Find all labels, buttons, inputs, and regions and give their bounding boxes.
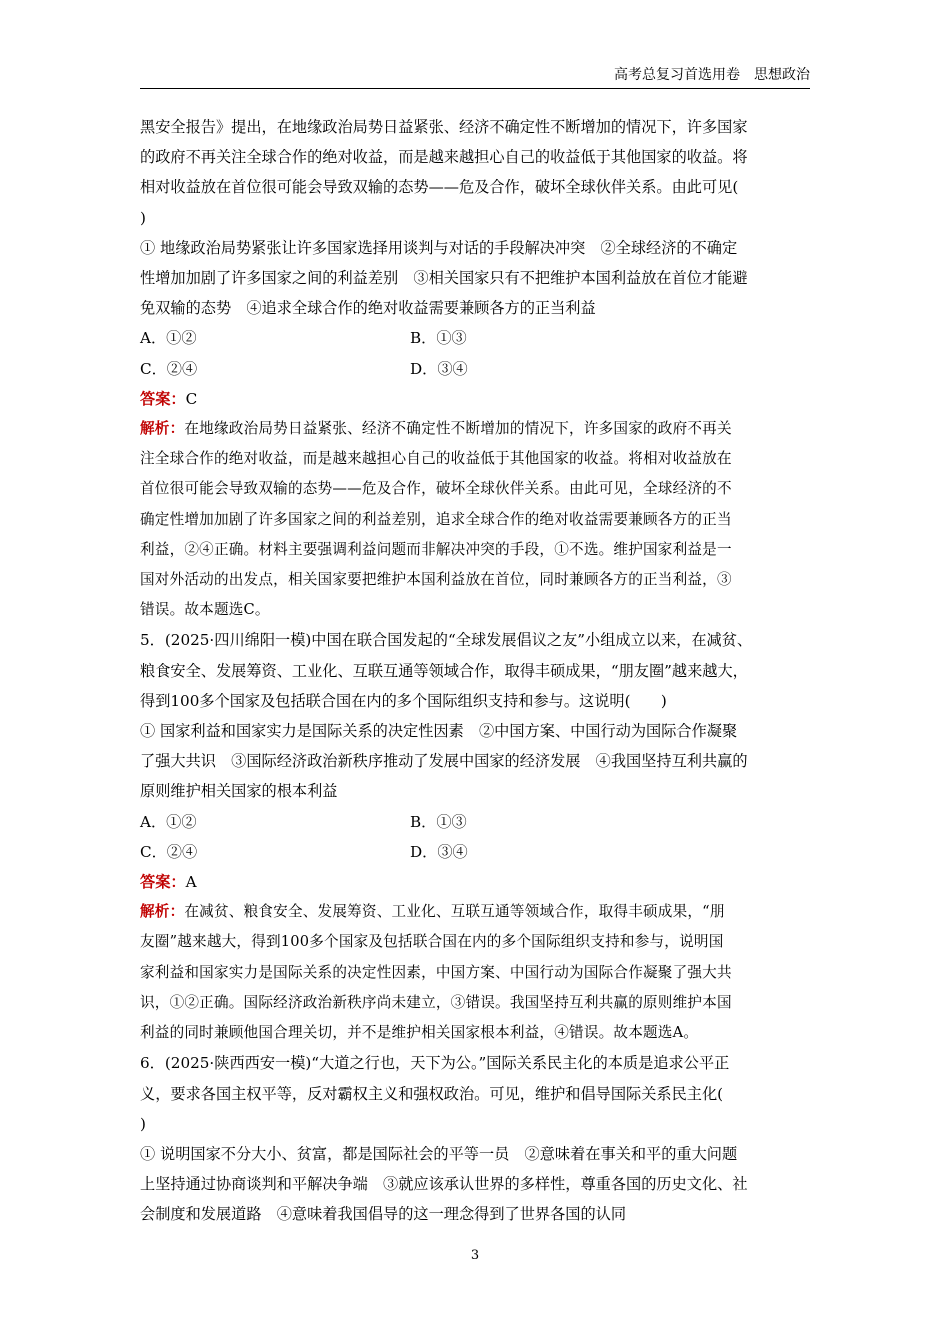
q4-stem-line: ) bbox=[140, 208, 146, 227]
analysis-line: 首位很可能会导致双输的态势——危及合作，破坏全球伙伴关系。由此可见，全球经济的不 bbox=[140, 480, 732, 498]
q5-options-row-1 bbox=[140, 807, 810, 837]
q4-statement-line: ① 地缘政治局势紧张让许多国家选择用谈判与对话的手段解决冲突 ②全球经济的不确定 bbox=[140, 238, 738, 257]
q6-stem bbox=[140, 1048, 810, 1139]
q6-statement-line: 会制度和发展道路 ④意味着我国倡导的这一理念得到了世界各国的认同 bbox=[140, 1205, 626, 1224]
analysis-line: 在减贫、粮食安全、发展筹资、工业化、互联互通等领域合作，取得丰硕成果，“朋 bbox=[184, 903, 725, 921]
analysis-line: 利益的同时兼顾他国合理关切，并不是维护相关国家根本利益，④错误。故本题选A。 bbox=[140, 1024, 699, 1042]
answer-label: 答案： bbox=[140, 873, 186, 892]
analysis-line: 友圈”越来越大，得到100多个国家及包括联合国在内的多个国际组织支持和参与，说明国 bbox=[140, 933, 724, 951]
q4-statements bbox=[140, 233, 810, 324]
q5-option-b: B．①③ bbox=[410, 812, 467, 831]
q6-statements bbox=[140, 1139, 810, 1230]
q5-stem-line: 得到100多个国家及包括联合国在内的多个国际组织支持和参与。这说明( ) bbox=[140, 691, 667, 710]
q4-statement-line: 性增加加剧了许多国家之间的利益差别 ③相关国家只有不把维护本国利益放在首位才能避 bbox=[140, 269, 748, 288]
analysis-label: 解析： bbox=[140, 420, 185, 438]
q5-statement-line: 原则维护相关国家的根本利益 bbox=[140, 782, 338, 801]
analysis-line: 家利益和国家实力是国际关系的决定性因素，中国方案、中国行动为国际合作凝聚了强大共 bbox=[140, 963, 732, 981]
q5-stem-line: 粮食安全、发展筹资、工业化、互联互通等领域合作，取得丰硕成果，“朋友圈”越来越大， bbox=[140, 661, 748, 680]
analysis-line: 在地缘政治局势日益紧张、经济不确定性不断增加的情况下，许多国家的政府不再关 bbox=[184, 420, 732, 438]
header-divider bbox=[140, 88, 810, 89]
q5-statement-line: ① 国家利益和国家实力是国际关系的决定性因素 ②中国方案、中国行动为国际合作凝聚 bbox=[140, 722, 738, 741]
q4-option-c: C．②④ bbox=[140, 359, 198, 378]
q5-analysis bbox=[140, 897, 810, 1048]
q5-stem bbox=[140, 625, 810, 716]
q5-option-a: A．①② bbox=[140, 812, 197, 831]
q4-stem-line: 的政府不再关注全球合作的绝对收益，而是越来越担心自己的收益低于其他国家的收益。将 bbox=[140, 148, 748, 167]
q4-options-row-2 bbox=[140, 354, 810, 384]
q4-analysis bbox=[140, 414, 810, 625]
answer-label: 答案： bbox=[140, 389, 186, 408]
q4-options-row-1 bbox=[140, 323, 810, 353]
q4-answer bbox=[140, 384, 810, 414]
analysis-line: 错误。故本题选C。 bbox=[140, 601, 270, 619]
running-header: 高考总复习首选用卷 思想政治 bbox=[614, 67, 810, 83]
q4-stem-line: 黑安全报告》提出，在地缘政治局势日益紧张、经济不确定性不断增加的情况下，许多国家 bbox=[140, 118, 748, 136]
q4-statement-line: 免双输的态势 ④追求全球合作的绝对收益需要兼顾各方的正当利益 bbox=[140, 299, 596, 318]
q6-stem-line: 6．(2025·陕西西安一模)“大道之行也，天下为公。”国际关系民主化的本质是追求公平正 bbox=[140, 1054, 730, 1073]
analysis-line: 注全球合作的绝对收益，而是越来越担心自己的收益低于其他国家的收益。将相对收益放在 bbox=[140, 450, 732, 468]
q4-option-d: D．③④ bbox=[410, 359, 468, 378]
analysis-label: 解析： bbox=[140, 903, 185, 921]
q4-option-a: A．①② bbox=[140, 329, 197, 348]
q5-answer bbox=[140, 867, 810, 897]
q4-stem bbox=[140, 112, 810, 233]
answer-value: C bbox=[185, 389, 198, 408]
q6-stem-line: 义，要求各国主权平等，反对霸权主义和强权政治。可见，维护和倡导国际关系民主化( bbox=[140, 1084, 724, 1103]
analysis-line: 利益，②④正确。材料主要强调利益问题而非解决冲突的手段，①不选。维护国家利益是一 bbox=[140, 540, 732, 558]
q5-options-row-2 bbox=[140, 837, 810, 867]
q5-option-c: C．②④ bbox=[140, 842, 198, 861]
analysis-line: 识，①②正确。国际经济政治新秩序尚未建立，③错误。我国坚持互利共赢的原则维护本国 bbox=[140, 993, 732, 1011]
q5-option-d: D．③④ bbox=[410, 842, 468, 861]
q6-stem-line: ) bbox=[140, 1114, 146, 1133]
answer-value: A bbox=[185, 873, 197, 892]
analysis-line: 国对外活动的出发点，相关国家要把维护本国利益放在首位，同时兼顾各方的正当利益，③ bbox=[140, 571, 732, 589]
q4-option-b: B．①③ bbox=[410, 329, 467, 348]
q6-statement-line: 上坚持通过协商谈判和平解决争端 ③就应该承认世界的多样性，尊重各国的历史文化、社 bbox=[140, 1175, 748, 1194]
analysis-line: 确定性增加加剧了许多国家之间的利益差别，追求全球合作的绝对收益需要兼顾各方的正当 bbox=[140, 510, 732, 528]
q6-statement-line: ① 说明国家不分大小、贫富，都是国际社会的平等一员 ②意味着在事关和平的重大问题 bbox=[140, 1144, 738, 1163]
page-number: 3 bbox=[470, 1248, 480, 1263]
q4-stem-line: 相对收益放在首位很可能会导致双输的态势——危及合作，破坏全球伙伴关系。由此可见( bbox=[140, 178, 739, 197]
q5-statements bbox=[140, 716, 810, 807]
q5-statement-line: 了强大共识 ③国际经济政治新秩序推动了发展中国家的经济发展 ④我国坚持互利共赢的 bbox=[140, 752, 748, 771]
q5-stem-line: 5．(2025·四川绵阳一模)中国在联合国发起的“全球发展倡议之友”小组成立以来，在减贫、 bbox=[140, 631, 753, 650]
page-content bbox=[140, 112, 810, 1230]
